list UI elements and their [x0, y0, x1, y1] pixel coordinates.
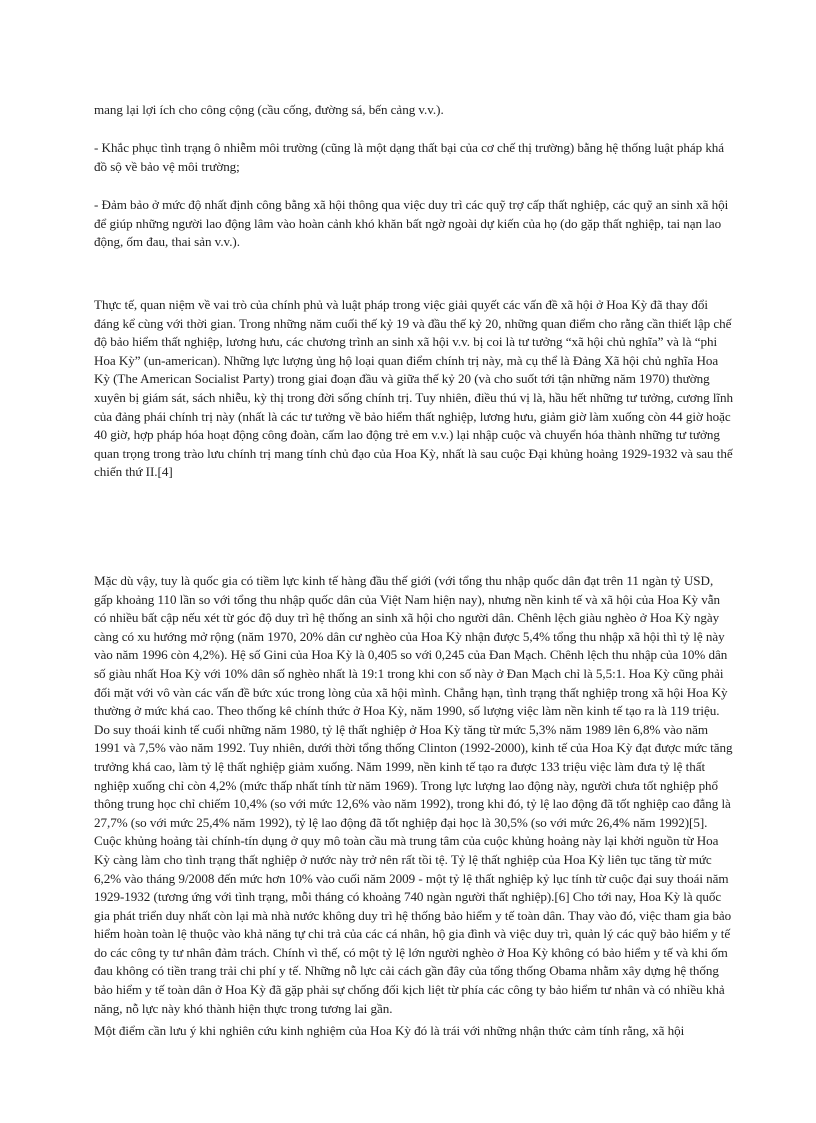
- paragraph-government-role: Thực tế, quan niệm về vai trò của chính phủ và luật pháp trong việc giải quyết các vấn đề xã hội ở Hoa Kỳ đã thay đổi đáng kể cùng với thời gian. Trong những năm cuối thế kỷ 19 và đầu thế kỷ 20, những quan điểm cho rằng cần thiết lập chế độ bảo hiểm thất nghiệp, lương hưu, các chương trình an sinh xã hội v.v. bị coi là tư tưởng “xã hội chủ nghĩa” và là “phi Hoa Kỳ” (un-american). Những lực lượng ủng hộ loại quan điểm chính trị này, mà cụ thể là Đảng Xã hội chủ nghĩa Hoa Kỳ (The American Socialist Party) trong giai đoạn đầu và giữa thế kỷ 20 (và cho suốt tới tận những năm 1970) thường xuyên bị giám sát, sách nhiễu, kỳ thị trong đời sống chính trị. Tuy nhiên, điều thú vị là, hầu hết những tư tưởng, cương lĩnh của đảng phái chính trị này (nhất là các tư tưởng về bảo hiểm thất nghiệp, lương hưu, giảm giờ làm xuống còn 44 giờ hoặc 40 giờ, hợp pháp hóa hoạt động công đoàn, cấm lao động trẻ em v.v.) lại nhập cuộc và chuyển hóa thành những tư tưởng quan trọng trong trào lưu chính trị mang tính chủ đạo của Hoa Kỳ, nhất là sau cuộc Đại khủng hoảng 1929-1932 và sau thế chiến thứ II.[4]: [94, 297, 733, 480]
- paragraph-economic-issues: Mặc dù vậy, tuy là quốc gia có tiềm lực kinh tế hàng đầu thế giới (với tổng thu nhập quốc dân đạt trên 11 ngàn tỷ USD, gấp khoảng 110 lần so với tổng thu nhập quốc dân của Việt Nam hiện nay), nhưng nền kinh tế và xã hội của Hoa Kỳ vẫn có nhiều bất cập nếu xét từ góc độ duy trì hệ thống an sinh xã hội cho người dân. Chênh lệch giàu nghèo ở Hoa Kỳ ngày càng có xu hướng mở rộng (năm 1970, 20% dân cư nghèo của Hoa Kỳ nhận được 5,4% tổng thu nhập xã hội thì tỷ lệ này vào năm 1996 còn 4,2%). Hệ số Gini của Hoa Kỳ là 0,405 so với 0,245 của Đan Mạch. Chênh lệch thu nhập của 10% dân số giàu nhất Hoa Kỳ với 10% dân số nghèo nhất là 19:1 trong khi con số này ở Đan Mạch chỉ là 5,5:1. Hoa Kỳ cũng phải đối mặt với vô vàn các vấn đề bức xúc trong lòng của xã hội mình. Chẳng hạn, tình trạng thất nghiệp trong xã hội Hoa Kỳ thường ở mức khá cao. Theo thống kê chính thức ở Hoa Kỳ, năm 1990, số lượng việc làm nền kinh tế tạo ra là 119 triệu. Do suy thoái kinh tế cuối những năm 1980, tỷ lệ thất nghiệp ở Hoa Kỳ tăng từ mức 5,3% năm 1989 lên 6,8% vào năm 1991 và 7,5% vào năm 1992. Tuy nhiên, dưới thời tổng thống Clinton (1992-2000), kinh tế của Hoa Kỳ đạt được mức tăng trưởng khá cao, làm tỷ lệ thất nghiệp giảm xuống. Năm 1999, nền kinh tế tạo ra được 133 triệu việc làm đưa tỷ lệ thất nghiệp xuống chỉ còn 4,2% (mức thấp nhất tính từ năm 1969). Trong lực lượng lao động này, người chưa tốt nghiệp phổ thông trung học chỉ chiếm 10,4% (so với mức 12,6% vào năm 1992), trong khi đó, tỷ lệ lao động đã tốt nghiệp cao đẳng là 27,7% (so với mức 25,4% năm 1992), tỷ lệ lao động đã tốt nghiệp đại học là 30,5% (so với mức 26,4% năm 1992)[5]. Cuộc khủng hoảng tài chính-tín dụng ở quy mô toàn cầu mà trung tâm của cuộc khủng hoảng này lại khởi nguồn từ Hoa Kỳ càng làm cho tình trạng thất nghiệp ở nước này trở nên rất tồi tệ. Tỷ lệ thất nghiệp của Hoa Kỳ liên tục tăng từ mức 6,2% vào tháng 9/2008 đến mức hơn 10% vào cuối năm 2009 - một tỷ lệ thất nghiệp kỷ lục tính từ cuộc đại suy thoái năm 1929-1932 (tương ứng với tình trạng, mỗi tháng có khoảng 740 ngàn người thất nghiệp).[6] Cho tới nay, Hoa Kỳ là quốc gia phát triển duy nhất còn lại mà nhà nước không duy trì hệ thống bảo hiểm y tế toàn dân. Thay vào đó, việc tham gia bảo hiểm hoàn toàn lệ thuộc vào khả năng tự chi trả của các cá nhân, hộ gia đình và việc duy trì, quản lý các quỹ bảo hiểm y tế do các công ty tư nhân đảm trách. Chính vì thế, có một tỷ lệ lớn người nghèo ở Hoa Kỳ không có bảo hiểm y tế và khi ốm đau không có tiền trang trải chi phí y tế. Những nỗ lực cải cách gần đây của tổng thống Obama nhằm xây dựng hệ thống bảo hiểm y tế toàn dân ở Hoa Kỳ đã gặp phải sự chống đối kịch liệt từ phía các công ty bảo hiểm tư nhân và có nhiều khả năng, nỗ lực này khó thành hiện thực trong tương lai gần.: [94, 573, 733, 1016]
- paragraph-environment: - Khắc phục tình trạng ô nhiễm môi trường (cũng là một dạng thất bại của cơ chế thị trường) bằng hệ thống luật pháp khá đồ sộ về bảo vệ môi trường;: [94, 140, 725, 174]
- paragraph-social-equity: - Đảm bảo ở mức độ nhất định công bằng xã hội thông qua việc duy trì các quỹ trợ cấp thất nghiệp, các quỹ an sinh xã hội để giúp những người lao động lâm vào hoàn cảnh khó khăn bất ngờ ngoài dự kiến của họ (do gặp thất nghiệp, tai nạn lao động, ốm đau, thai sản v.v.).: [94, 197, 729, 250]
- paragraph-public-benefit: mang lại lợi ích cho công cộng (cầu cống, đường sá, bến cảng v.v.).: [94, 102, 444, 117]
- paragraph-note: Một điểm cần lưu ý khi nghiên cứu kinh nghiệm của Hoa Kỳ đó là trái với những nhận thức cảm tính rằng, xã hội: [94, 1023, 685, 1038]
